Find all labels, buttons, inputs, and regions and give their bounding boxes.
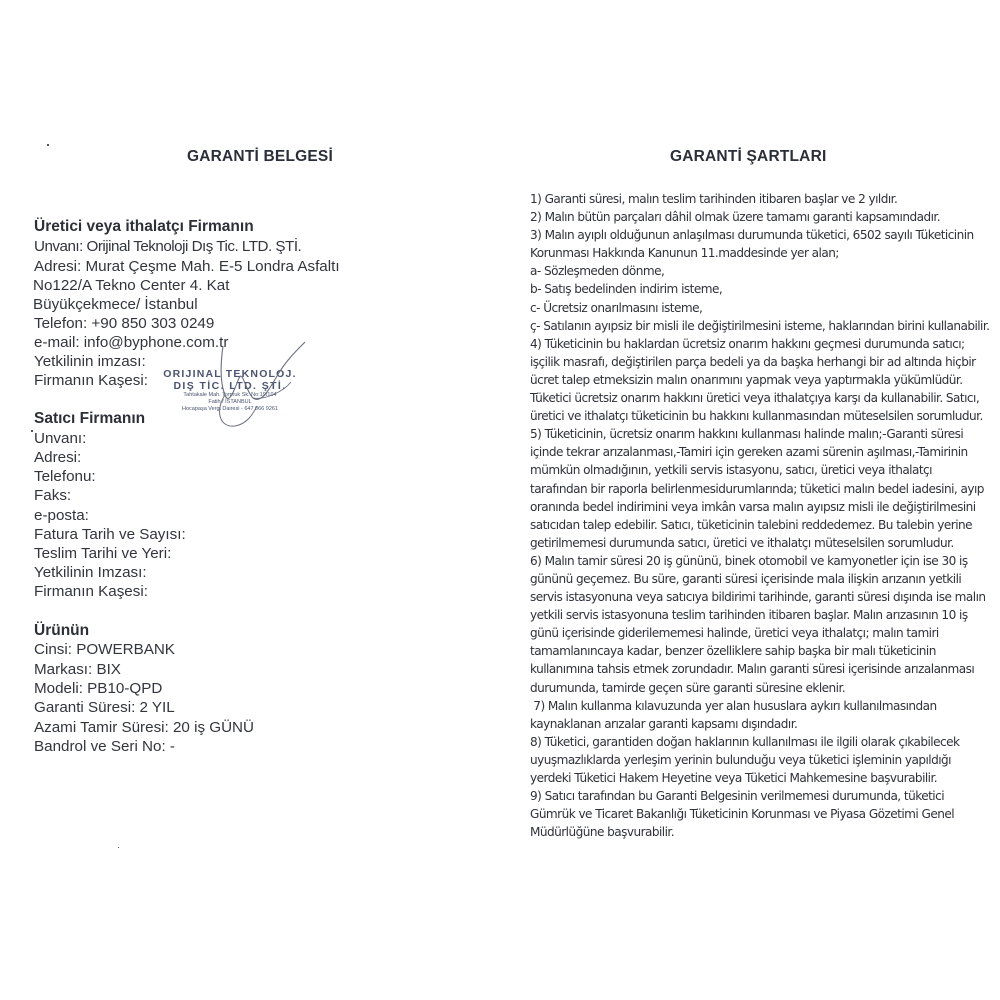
seller-email-field: e-posta: bbox=[34, 507, 89, 524]
warranty-terms-list bbox=[530, 190, 990, 841]
seller-fax-field: Faks: bbox=[34, 487, 72, 504]
manufacturer-signature-label: Yetkilinin imzası: bbox=[34, 353, 146, 370]
warranty-period-line: Garanti Süresi: 2 YIL bbox=[34, 699, 175, 716]
invoice-date-number-field: Fatura Tarih ve Sayısı: bbox=[34, 526, 186, 543]
warranty-terms-title: GARANTİ ŞARTLARI bbox=[670, 148, 827, 165]
product-brand-line: Markası: BIX bbox=[34, 661, 121, 678]
term-3a: a- Sözleşmeden dönme, bbox=[530, 264, 665, 279]
term-7: 7) Malın kullanma kılavuzunda yer alan hususlara aykırı kullanılmasından kaynaklanan arızalar garanti kapsamı dışındadır. bbox=[530, 698, 940, 731]
product-model-line: Modeli: PB10-QPD bbox=[34, 680, 163, 697]
manufacturer-city-line: Büyükçekmece/ İstanbul bbox=[33, 296, 198, 313]
max-repair-time-line: Azami Tamir Süresi: 20 iş GÜNÜ bbox=[34, 719, 254, 736]
term-1: 1) Garanti süresi, malın teslim tarihinden itibaren başlar ve 2 yıldır. bbox=[530, 192, 898, 206]
term-3c: c- Ücretsiz onarılmasını isteme, bbox=[530, 300, 703, 315]
term-3d: ç- Satılanın ayıpsiz bir misli ile değiştirilmesini isteme, haklarından birini kullanabilir. bbox=[530, 318, 990, 333]
seller-signature-field: Yetkilinin Imzası: bbox=[34, 564, 147, 581]
seller-address-field: Adresi: bbox=[34, 449, 82, 466]
seller-heading: Satıcı Firmanın bbox=[34, 410, 146, 427]
manufacturer-stamp-label: Firmanın Kaşesi: bbox=[34, 372, 148, 389]
manufacturer-email-line: e-mail: info@byphone.com.tr bbox=[34, 334, 229, 351]
seller-stamp-field: Firmanın Kaşesi: bbox=[34, 583, 148, 600]
term-6: 6) Malın tamir süresi 20 iş gününü, binek otomobil ve kamyonetler için ise 30 iş gününü geçemez. Bu süre, garanti süresi içerisinde mala ilişkin arızanın yetkili servis istasyonuna veya satıcıya bildirimi tarihinde, garanti süresi dışında ise malın yetkili servis istasyonuna teslim tarihinden itibaren başlar. Malın arızasının 10 iş günü içerisinde giderilememesi halinde, üretici veya ithalatçı; malın tamiri tamamlanıncaya kadar, benzer özelliklere sahip başka bir malı tüketicinin kullanımına tahsis etmek zorundadır. Malın garanti süresi içerisinde arızalanması durumunda, tamirde geçen süre garanti süresine eklenir. bbox=[530, 553, 989, 695]
stamp-line-2: DIŞ TİC. LTD. ŞTİ. bbox=[173, 380, 287, 392]
scan-speck bbox=[118, 847, 119, 848]
stamp-line-5: Hocapaşa Vergi Dairesi - 647 066 9261 bbox=[181, 406, 278, 412]
delivery-date-place-field: Teslim Tarihi ve Yeri: bbox=[34, 545, 172, 562]
stamp-line-3: Tahtakale Mah. Tomruk Sk. No:19/104 bbox=[183, 392, 277, 398]
warranty-certificate-title: GARANTİ BELGESİ bbox=[187, 148, 333, 165]
manufacturer-heading: Üretici veya ithalatçı Firmanın bbox=[34, 218, 254, 235]
term-3: 3) Malın ayıplı olduğunun anlaşılması durumunda tüketici, 6502 sayılı Tüketicinin Korunması Hakkında Kanunun 11.maddesinde yer alan; bbox=[530, 228, 977, 261]
signature-icon bbox=[205, 340, 315, 430]
scan-speck bbox=[47, 144, 49, 146]
manufacturer-title-line: Unvanı: Orijinal Teknoloji Dış Tic. LTD. ŞTİ. bbox=[34, 238, 302, 255]
term-3b: b- Satış bedelinden indirim isteme, bbox=[530, 282, 723, 297]
seller-phone-field: Telefonu: bbox=[34, 468, 96, 485]
term-8: 8) Tüketici, garantiden doğan haklarının kullanılması ile ilgili olarak çıkabilecek uyuşmazlıklarda yerleşim yerinin bulunduğu veya tüketici işleminin yapıldığı yerdeki Tüketici Hakem Heyetine veya Tüketici Mahkemesine başvurabilir. bbox=[530, 734, 963, 785]
stamp-line-4: Fatih / İSTANBUL bbox=[208, 399, 252, 405]
manufacturer-phone-line: Telefon: +90 850 303 0249 bbox=[34, 315, 215, 332]
serial-number-line: Bandrol ve Seri No: - bbox=[34, 738, 175, 755]
term-4: 4) Tüketicinin bu haklardan ücretsiz onarım hakkını geçmesi durumunda satıcı; işçilik masrafı, değiştirilen parça bedeli ya da başka herhangi bir ad altında hiçbir ücret talep etmeksizin malın onarımını yapmak veya yaptırmakla yükümlüdür. Tüketici ücretsiz onarım hakkını üretici veya ithalatçıya karşı da kullanabilir. Satıcı, üretici ve ithalatçı tüketicinin bu hakkını kullanmasından müteselsilen sorumludur. bbox=[530, 336, 983, 424]
product-type-line: Cinsi: POWERBANK bbox=[34, 641, 175, 658]
term-5: 5) Tüketicinin, ücretsiz onarım hakkını kullanması halinde malın;-Garanti süresi içinde tekrar arızalanması,-Tamiri için gereken azami sürenin aşılması,-Tamirinin mümkün olmadığının, yetkili servis istasyonu, satıcı, üretici veya ithalatçı tarafından bir raporla belirlenmesidurumlarında; tüketici malın bedel iadesini, ayıp oranında bedel indirimini veya imkân varsa malın ayıpsız misli ile değiştirilmesini satıcıdan talep edebilir. Satıcı, tüketicinin talebini reddedemez. Bu talebin yerine getirilmemesi durumunda satıcı, üretici ve ithalatçı müteselsilen sorumludur. bbox=[530, 427, 988, 550]
term-2: 2) Malın bütün parçaları dâhil olmak üzere tamamı garanti kapsamındadır. bbox=[530, 210, 940, 225]
seller-title-field: Unvanı: bbox=[34, 430, 87, 447]
manufacturer-address-line-2: No122/A Tekno Center 4. Kat bbox=[33, 277, 230, 294]
product-heading: Ürünün bbox=[34, 622, 90, 639]
term-9: 9) Satıcı tarafından bu Garanti Belgesinin verilmemesi durumunda, tüketici Gümrük ve Ticaret Bakanlığı Tüketicinin Korunması ve Piyasa Gözetimi Genel Müdürlüğüne başvurabilir. bbox=[530, 789, 958, 840]
scan-speck bbox=[31, 430, 33, 432]
manufacturer-address-line: Adresi: Murat Çeşme Mah. E-5 Londra Asfaltı bbox=[34, 258, 340, 275]
stamp-line-1: ORIJINAL TEKNOLOJ. bbox=[163, 368, 297, 380]
